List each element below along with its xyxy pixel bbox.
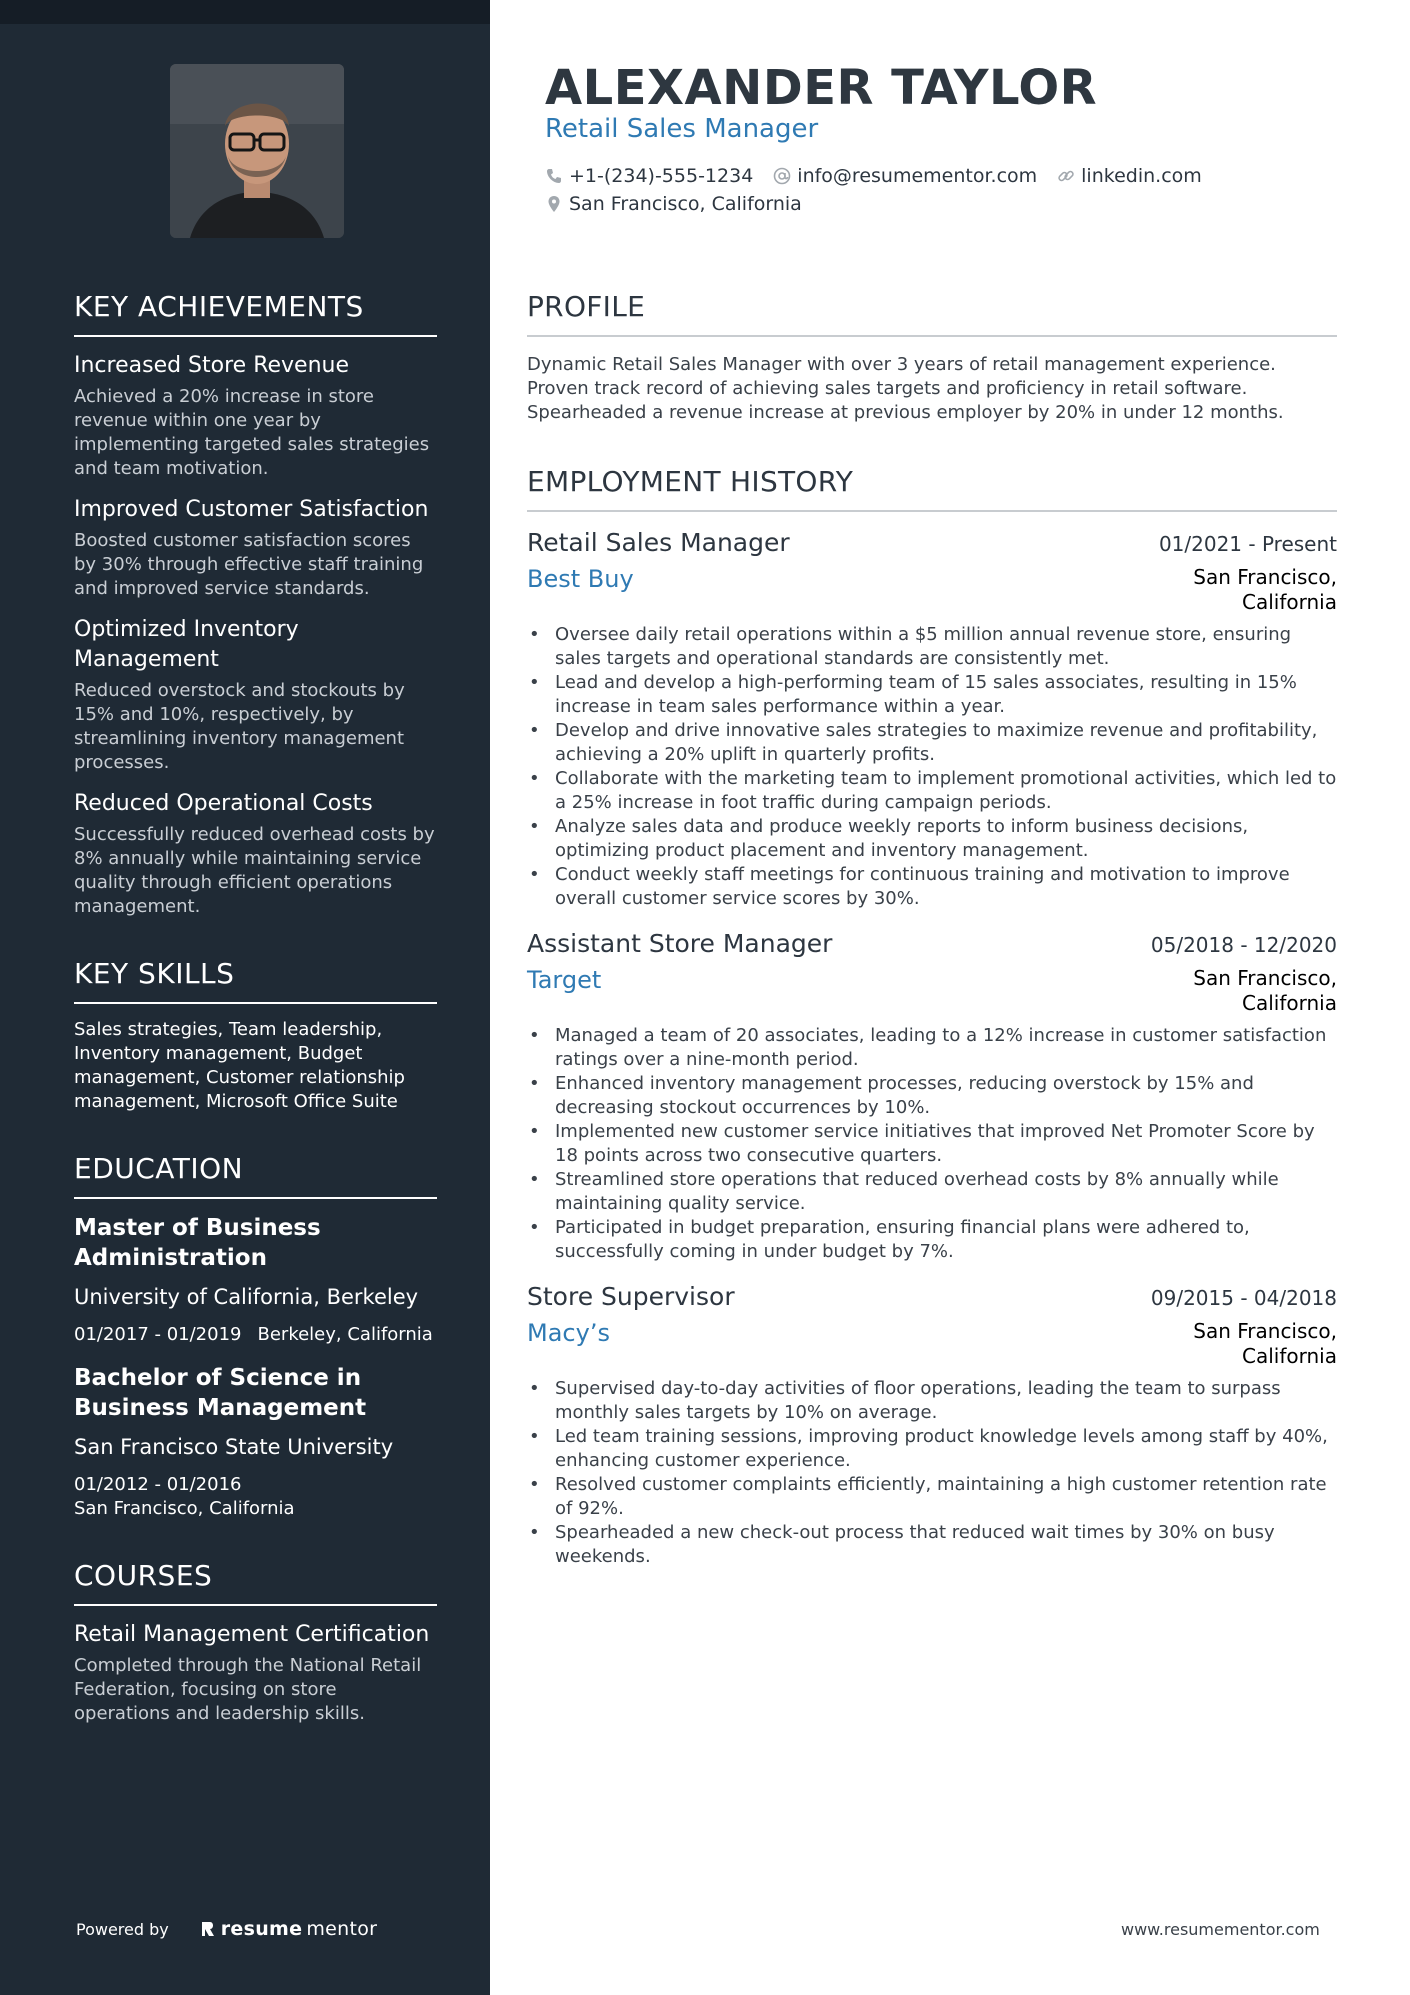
company-name: Macy’s (527, 1319, 610, 1347)
sidebar-content (74, 290, 437, 1764)
achievement-title: Reduced Operational Costs (74, 791, 373, 816)
job-bullet: • Analyze sales data and produce weekly reports to inform business decisions, optimizing product placement and inventory management. (527, 815, 1337, 863)
job-bullets (527, 1377, 1337, 1569)
job-title: Store Supervisor (527, 1282, 735, 1311)
profile-heading: PROFILE (527, 290, 1337, 337)
courses-section (74, 1559, 437, 1726)
job-bullets (527, 623, 1337, 911)
achievements-section (74, 290, 437, 919)
achievement-desc: Achieved a 20% increase in store revenue within one year by implementing targeted sales strategies and team motivation. (74, 386, 430, 479)
footer-url[interactable]: www.resumementor.com (1121, 1920, 1320, 1939)
job-bullet: • Lead and develop a high-performing team of 15 sales associates, resulting in 15% increase in team sales performance within a year. (527, 671, 1337, 719)
education-meta (74, 1323, 437, 1347)
job-bullet: • Resolved customer complaints efficiently, maintaining a high customer retention rate of 92%. (527, 1473, 1337, 1521)
education-degree: Master of Business Administration (74, 1215, 321, 1271)
link-icon (1057, 167, 1075, 185)
brand-bold: resume (220, 1918, 303, 1940)
job-bullet: • Participated in budget preparation, ensuring financial plans were adhered to, successfully coming in under budget by 7%. (527, 1216, 1337, 1264)
achievement-title: Increased Store Revenue (74, 353, 350, 378)
profile-text: Dynamic Retail Sales Manager with over 3 years of retail management experience. Proven track record of achieving sales targets and proficiency in retail software. Spearheaded a revenue increase at previous employer by 20% in under 12 months. (527, 354, 1284, 423)
skills-section (74, 957, 437, 1114)
contact-linkedin[interactable] (1057, 165, 1202, 187)
job-bullet: • Supervised day-to-day activities of floor operations, leading the team to surpass monthly sales targets by 10% on average. (527, 1377, 1337, 1425)
linkedin-text: linkedin.com (1081, 165, 1202, 187)
email-text: info@resumementor.com (797, 165, 1038, 187)
job-bullets (527, 1024, 1337, 1264)
candidate-name: ALEXANDER TAYLOR (545, 60, 1098, 116)
job-bullet: • Spearheaded a new check-out process that reduced wait times by 30% on busy weekends. (527, 1521, 1337, 1569)
skills-heading: KEY SKILLS (74, 957, 437, 1004)
job-bullet: • Conduct weekly staff meetings for continuous training and motivation to improve overall customer service scores by 30%. (527, 863, 1337, 911)
brand-light: mentor (306, 1918, 378, 1940)
company-name: Target (527, 966, 602, 994)
sidebar (0, 0, 490, 1995)
job-bullet: • Collaborate with the marketing team to implement promotional activities, which led to a 25% increase in foot traffic during campaign periods. (527, 767, 1337, 815)
education-degree: Bachelor of Science in Business Management (74, 1365, 367, 1421)
achievement-title: Improved Customer Satisfaction (74, 497, 429, 522)
education-school: San Francisco State University (74, 1435, 394, 1459)
location-pin-icon (545, 195, 563, 213)
job-entry (527, 528, 1337, 911)
phone-text: +1-(234)-555-1234 (569, 165, 754, 187)
achievements-heading: KEY ACHIEVEMENTS (74, 290, 437, 337)
job-dates: 01/2021 - Present (1158, 532, 1337, 556)
job-bullet: • Led team training sessions, improving product knowledge levels among staff by 40%, enhancing customer experience. (527, 1425, 1337, 1473)
job-location: San Francisco, California (1193, 966, 1337, 1015)
job-title: Assistant Store Manager (527, 929, 833, 958)
skills-list: Sales strategies, Team leadership, Inventory management, Budget management, Customer relationship management, Microsoft Office Suite (74, 1019, 405, 1112)
job-bullet: • Streamlined store operations that reduced overhead costs by 8% annually while maintaining quality service. (527, 1168, 1337, 1216)
job-dates: 09/2015 - 04/2018 (1150, 1286, 1337, 1310)
location-text: San Francisco, California (569, 193, 802, 215)
contact-location (545, 193, 802, 215)
achievement-desc: Reduced overstock and stockouts by 15% and 10%, respectively, by streamlining inventory management processes. (74, 680, 405, 773)
employment-section (527, 465, 1337, 1587)
job-bullet: • Develop and drive innovative sales strategies to maximize revenue and profitability, achieving a 20% uplift in quarterly profits. (527, 719, 1337, 767)
job-location: San Francisco, California (1193, 1319, 1337, 1368)
education-dates: 01/2017 - 01/2019 (74, 1324, 242, 1345)
education-dates: 01/2012 - 01/2016 (74, 1474, 242, 1495)
resumementor-logo[interactable] (199, 1918, 378, 1940)
job-bullet: • Managed a team of 20 associates, leading to a 12% increase in customer satisfaction ratings over a nine-month period. (527, 1024, 1337, 1072)
resumementor-logo-icon (199, 1920, 217, 1938)
job-bullet: • Enhanced inventory management processes, reducing overstock by 15% and decreasing stockout occurrences by 10%. (527, 1072, 1337, 1120)
powered-by-label: Powered by (76, 1919, 169, 1939)
job-entry (527, 1282, 1337, 1569)
at-icon (773, 167, 791, 185)
sidebar-top-bar (0, 0, 490, 24)
job-entry (527, 929, 1337, 1264)
job-location: San Francisco, California (1193, 565, 1337, 614)
job-title: Retail Sales Manager (527, 528, 790, 557)
job-bullet: • Oversee daily retail operations within a $5 million annual revenue store, ensuring sales targets and operational standards are consistently met. (527, 623, 1337, 671)
education-school: University of California, Berkeley (74, 1285, 419, 1309)
achievement-desc: Boosted customer satisfaction scores by 30% through effective staff training and improved service standards. (74, 530, 424, 599)
contact-phone[interactable] (545, 165, 753, 187)
education-location: Berkeley, California (257, 1324, 433, 1345)
employment-heading: EMPLOYMENT HISTORY (527, 465, 1337, 512)
education-location: San Francisco, California (74, 1498, 295, 1519)
contact-info (545, 162, 1202, 218)
education-heading: EDUCATION (74, 1152, 437, 1199)
candidate-role: Retail Sales Manager (545, 114, 819, 144)
job-dates: 05/2018 - 12/2020 (1150, 933, 1337, 957)
phone-icon (545, 167, 563, 185)
job-bullet: • Implemented new customer service initiatives that improved Net Promoter Score by 18 points across two consecutive quarters. (527, 1120, 1337, 1168)
contact-email[interactable] (773, 165, 1037, 187)
profile-photo (170, 64, 344, 238)
achievement-desc: Successfully reduced overhead costs by 8% annually while maintaining service quality through efficient operations management. (74, 824, 435, 917)
courses-heading: COURSES (74, 1559, 437, 1606)
course-title: Retail Management Certification (74, 1622, 430, 1647)
profile-section (527, 290, 1337, 425)
company-name: Best Buy (527, 565, 634, 593)
powered-by-footer (76, 1918, 377, 1940)
education-section (74, 1152, 437, 1521)
education-meta (74, 1473, 437, 1521)
achievement-title: Optimized Inventory Management (74, 617, 299, 672)
course-desc: Completed through the National Retail Federation, focusing on store operations and leadership skills. (74, 1655, 422, 1724)
